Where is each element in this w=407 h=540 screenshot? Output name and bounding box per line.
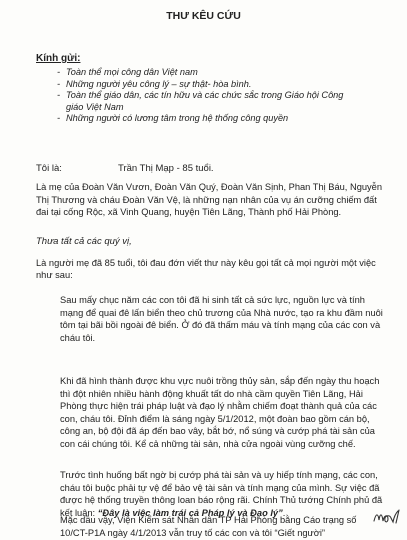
- handwritten-signature: [372, 505, 404, 529]
- paragraph-appeal: Là người mẹ đã 85 tuổi, tôi đau đớn viết thư này kêu gọi tất cả mọi người một việc như sau:: [36, 258, 376, 280]
- recipient-item: - Những người có lương tâm trong hệ thống công quyền: [57, 113, 357, 125]
- salutation: Kính gửi:: [36, 53, 81, 64]
- paragraph-identity: Là mẹ của Đoàn Văn Vươn, Đoàn Văn Quý, Đoàn Văn Sịnh, Phan Thị Báu, Nguyễn Thị Thương và cháu Đoàn Văn Vệ, là những nạn nhân của vụ án cưỡng chiếm đất đai tại cống Rộc, xã Vinh Quang, huyện Tiên Lãng, Thành phố Hải Phòng.: [36, 182, 383, 217]
- paragraph-conclusion-end: .: [282, 507, 286, 518]
- recipient-item: - Toàn thể mọi công dân Việt nam: [57, 67, 357, 79]
- intro-label: Tôi là:: [36, 163, 62, 174]
- paragraph-indictment: Mặc dầu vậy, Viện Kiểm sát Nhân dân TP Hải Phòng bằng Cáo trạng số 10/CT-P1A ngày 4/1/2013 vẫn truy tố các con và tôi “Giết người”: [60, 515, 357, 538]
- recipient-item: - Những người yêu công lý – sự thật- hòa bình.: [57, 79, 357, 91]
- author-name: Trần Thị Mạp - 85 tuổi.: [118, 163, 214, 174]
- letter-title: THƯ KÊU CỨU: [166, 10, 241, 22]
- paragraph-incident: Khi đã hình thành được khu vực nuôi trồng thủy sản, sắp đến ngày thu hoạch thì đột nhiên nhiều hành động khuất tất do nhà cầm quyền Tiên Lãng, Hải Phòng thực hiện trái pháp luật và đạo lý nhằm chiếm đoạt thành quả của các con, cháu tôi. Đỉnh điểm là sáng ngày 5/1/2012, một đoàn bao gồm cán bộ, công an, bộ đội đã áp đến bao vây, bắt bớ, nổ súng và cướp phá tài sản của con cái chúng tôi. Kể cả những tài sản, nhà cửa ngoài vùng cưỡng chế.: [60, 376, 380, 449]
- paragraph-conclusion: [60, 469, 388, 519]
- paragraph-background: Sau mấy chục năm các con tôi đã hi sinh tất cả sức lực, nguồn lực và tính mạng để quai đê lấn biển theo chủ trương của Nhà nước, tạo ra khu đầm nuôi tôm tại bãi bồi ngoài đê biển. Ở đó đã thấm máu và tính mạng của các con và cháu tôi.: [60, 295, 383, 343]
- recipient-item: - Toàn thể giáo dân, các tín hữu và các chức sắc trong Giáo hội Công giáo Việt Nam: [57, 90, 357, 113]
- recipient-list: [57, 67, 357, 125]
- paragraph-conclusion-text: Trước tình huống bất ngờ bị cướp phá tài sản và uy hiếp tính mạng, các con, cháu tôi buộc phải tự vệ để bảo vệ tài sản và tính mạng của mình. Sự việc đã được hệ thống truyền thông loan báo rộng rãi. Chính Thủ tướng Chính phủ đã kết luận:: [60, 470, 383, 518]
- quoted-conclusion: “Đây là việc làm trái cả Pháp lý và Đạo lý”: [97, 507, 283, 518]
- greeting: Thưa tất cả các quý vị,: [36, 236, 132, 247]
